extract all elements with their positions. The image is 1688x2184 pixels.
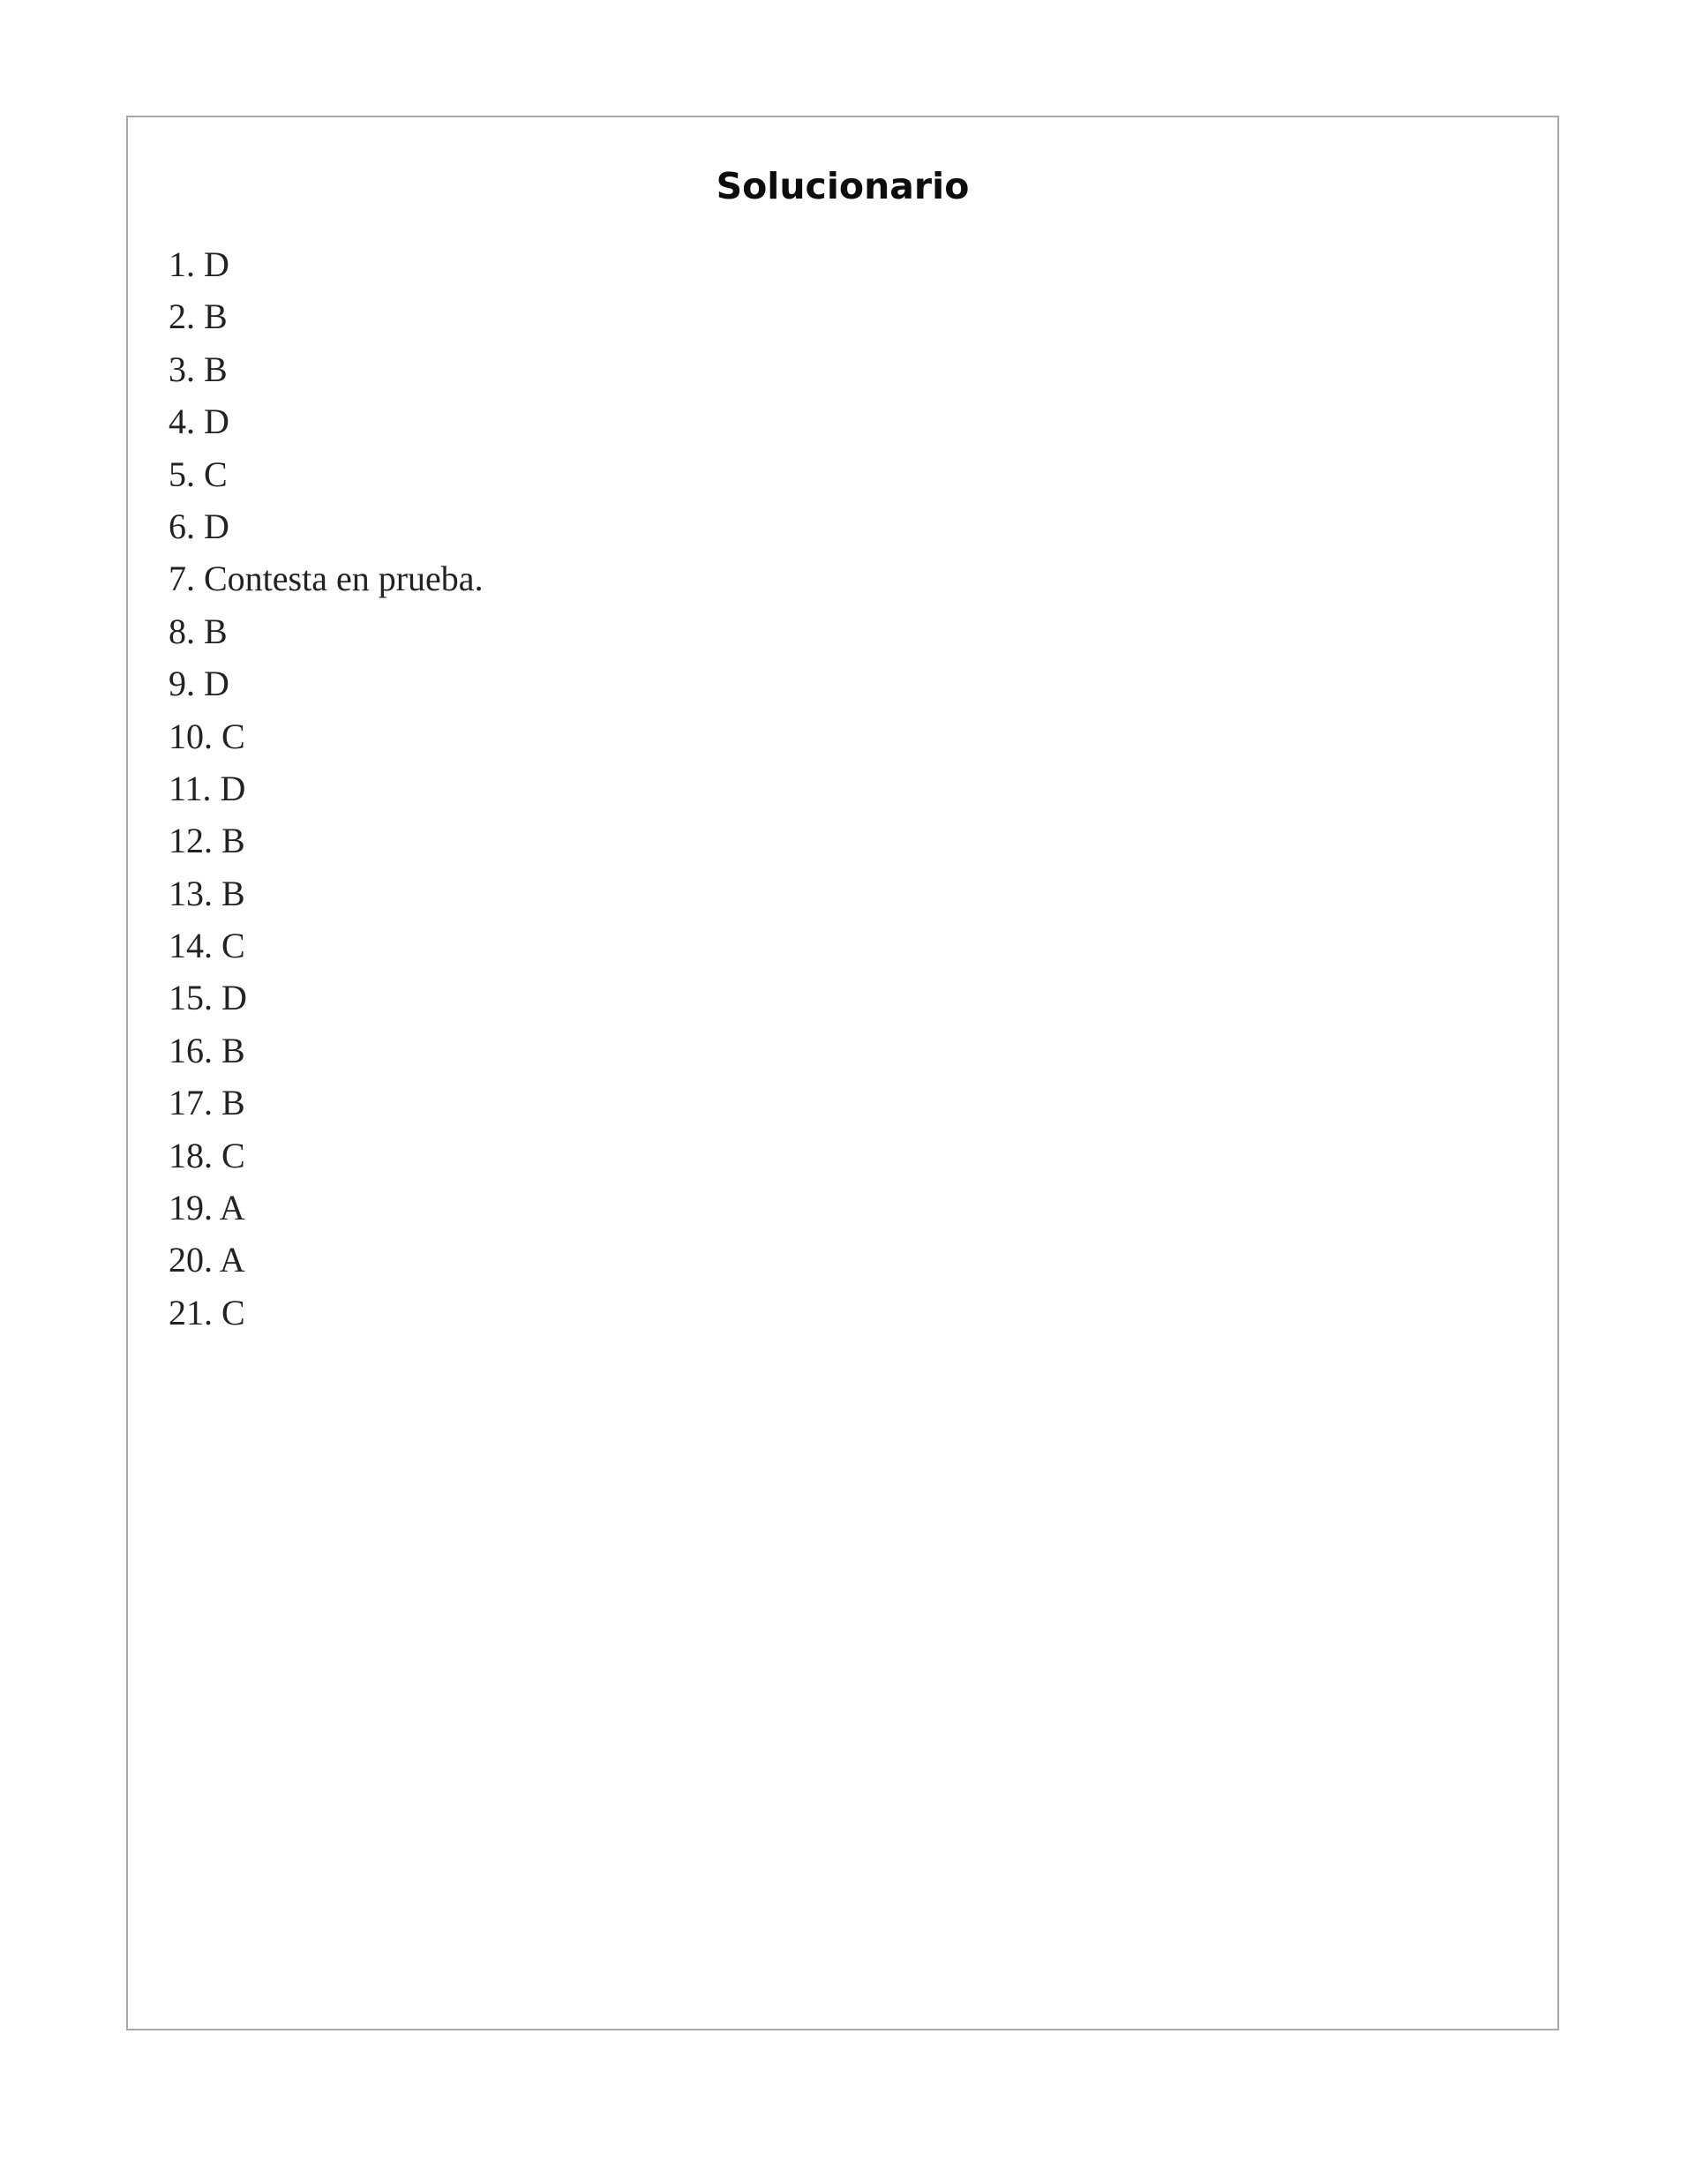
answer-item: 19. A [169,1188,245,1228]
answer-item: 18. C [169,1135,245,1175]
answer-item: 12. B [169,821,245,861]
answer-item: 21. C [169,1292,245,1332]
page-title: Solucionario [716,165,970,207]
answer-item: 10. C [169,716,245,756]
answer-list [169,238,484,1339]
answer-item: 7. Contesta en prueba. [169,559,484,599]
answer-item: 15. D [169,978,247,1018]
answer-item: 13. B [169,873,245,913]
answer-item: 4. D [169,402,229,442]
answer-item: 8. B [169,611,228,651]
answer-item: 11. D [169,768,246,808]
answer-item: 6. D [169,506,229,546]
answer-item: 14. C [169,926,245,966]
answer-item: 9. D [169,664,229,704]
answer-item: 1. D [169,244,229,284]
answer-key-sheet [126,116,1559,2030]
answer-item: 5. C [169,454,228,494]
answer-item: 3. B [169,349,228,389]
answer-item: 16. B [169,1030,245,1070]
answer-item: 2. B [169,296,228,337]
answer-item: 17. B [169,1083,245,1123]
answer-item: 20. A [169,1240,245,1280]
